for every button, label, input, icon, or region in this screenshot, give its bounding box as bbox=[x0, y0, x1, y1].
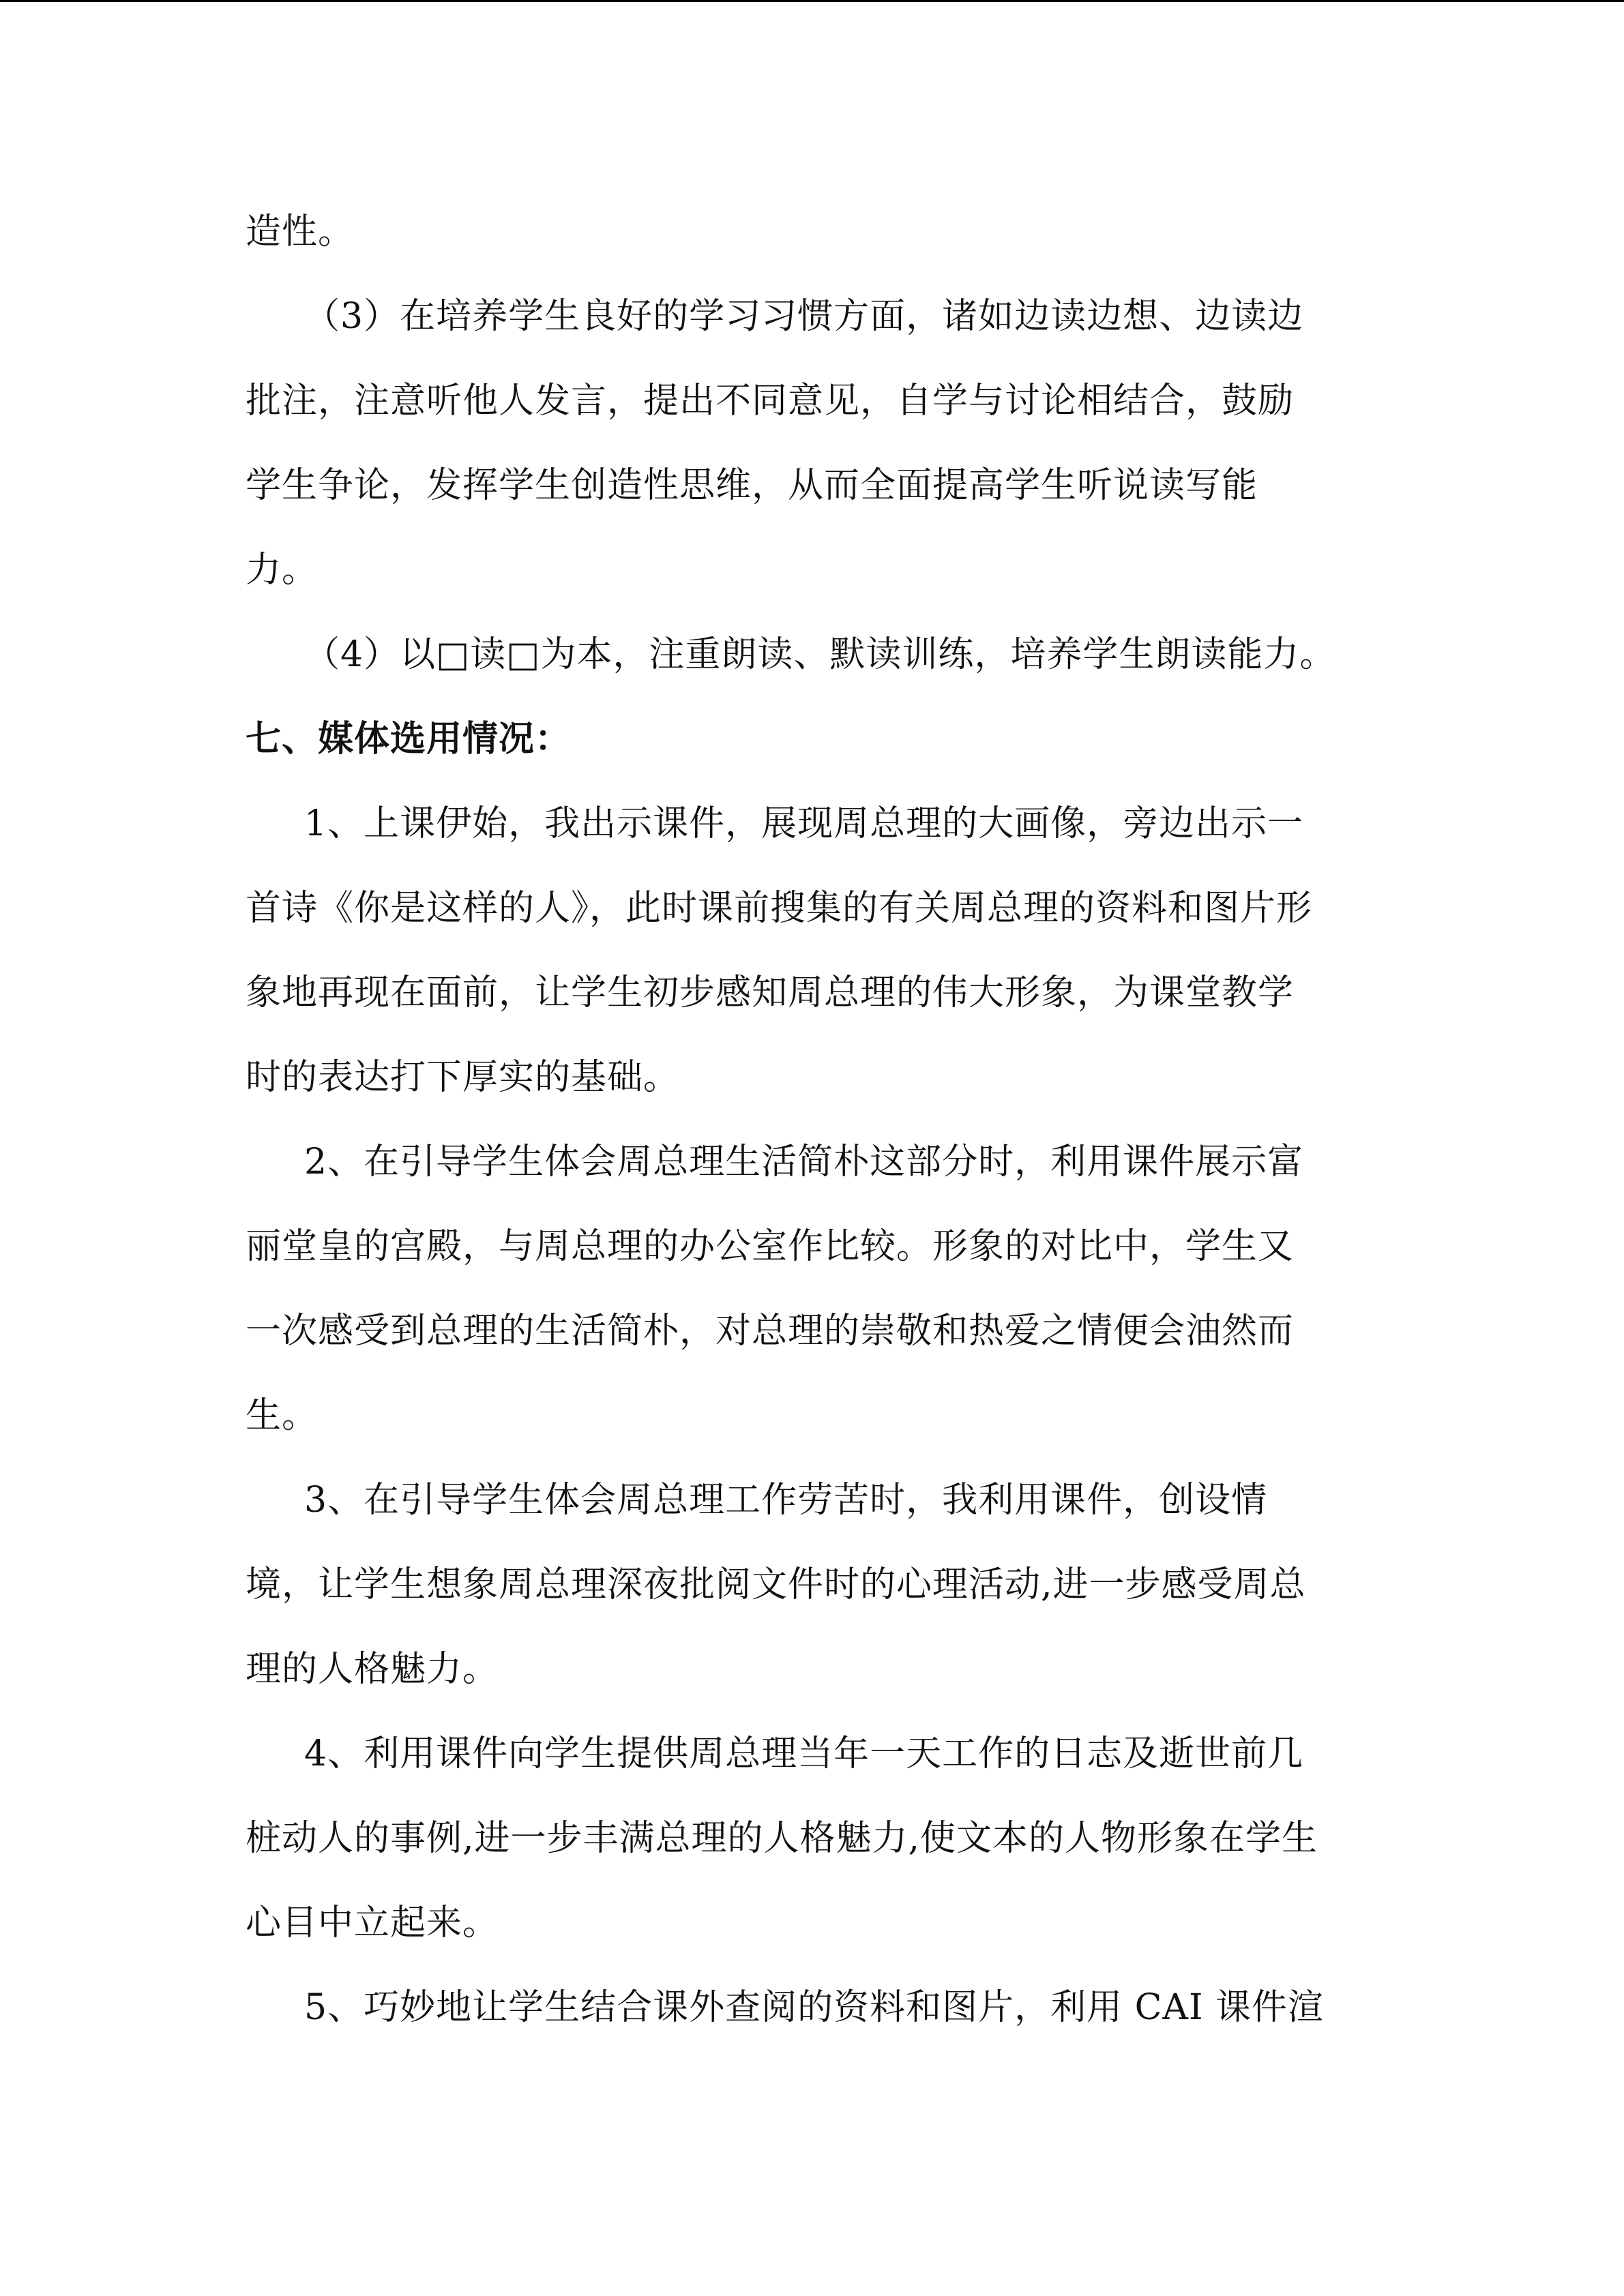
section-heading-media: 七、媒体选用情况： bbox=[246, 718, 572, 760]
media-item-1-line-2: 首诗《你是这样的人》，此时课前搜集的有关周总理的资料和图片形 bbox=[246, 888, 1313, 929]
media-item-3-line-3: 理的人格魅力。 bbox=[246, 1649, 499, 1690]
media-item-1-line-1: 1、上课伊始，我出示课件，展现周总理的大画像，旁边出示一 bbox=[304, 803, 1304, 844]
top-border-line bbox=[0, 0, 1624, 2]
media-item-2-line-2: 丽堂皇的宫殿，与周总理的办公室作比较。形象的对比中，学生又 bbox=[246, 1226, 1295, 1267]
paragraph-3-line-3: 学生争论，发挥学生创造性思维，从而全面提高学生听说读写能 bbox=[246, 465, 1258, 506]
media-item-3-line-2: 境，让学生想象周总理深夜批阅文件时的心理活动,进一步感受周总 bbox=[246, 1564, 1306, 1605]
media-item-4-line-3: 心目中立起来。 bbox=[246, 1903, 499, 1943]
media-item-4-line-2: 桩动人的事例,进一步丰满总理的人格魅力,使文本的人物形象在学生 bbox=[246, 1818, 1318, 1859]
media-item-4-line-1: 4、利用课件向学生提供周总理当年一天工作的日志及逝世前几 bbox=[304, 1733, 1304, 1774]
paragraph-3-line-2: 批注，注意听他人发言，提出不同意见，自学与讨论相结合，鼓励 bbox=[246, 381, 1295, 421]
paragraph-3-line-1: （3）在培养学生良好的学习习惯方面，诸如边读边想、边读边 bbox=[304, 296, 1304, 337]
paragraph-3-line-4: 力。 bbox=[246, 550, 319, 591]
paragraph-line: 造性。 bbox=[246, 211, 355, 252]
paragraph-4-line-1: （4）以□读□为本，注重朗读、默读训练，培养学生朗读能力。 bbox=[304, 634, 1336, 675]
media-item-5-line-1: 5、巧妙地让学生结合课外查阅的资料和图片，利用 CAI 课件渲 bbox=[304, 1987, 1325, 2028]
media-item-2-line-1: 2、在引导学生体会周总理生活简朴这部分时，利用课件展示富 bbox=[304, 1142, 1304, 1182]
media-item-2-line-4: 生。 bbox=[246, 1395, 319, 1436]
media-item-3-line-1: 3、在引导学生体会周总理工作劳苦时，我利用课件，创设情 bbox=[304, 1480, 1268, 1521]
media-item-1-line-4: 时的表达打下厚实的基础。 bbox=[246, 1057, 680, 1098]
media-item-2-line-3: 一次感受到总理的生活简朴，对总理的崇敬和热爱之情便会油然而 bbox=[246, 1311, 1295, 1352]
media-item-1-line-3: 象地再现在面前，让学生初步感知周总理的伟大形象，为课堂教学 bbox=[246, 972, 1295, 1013]
